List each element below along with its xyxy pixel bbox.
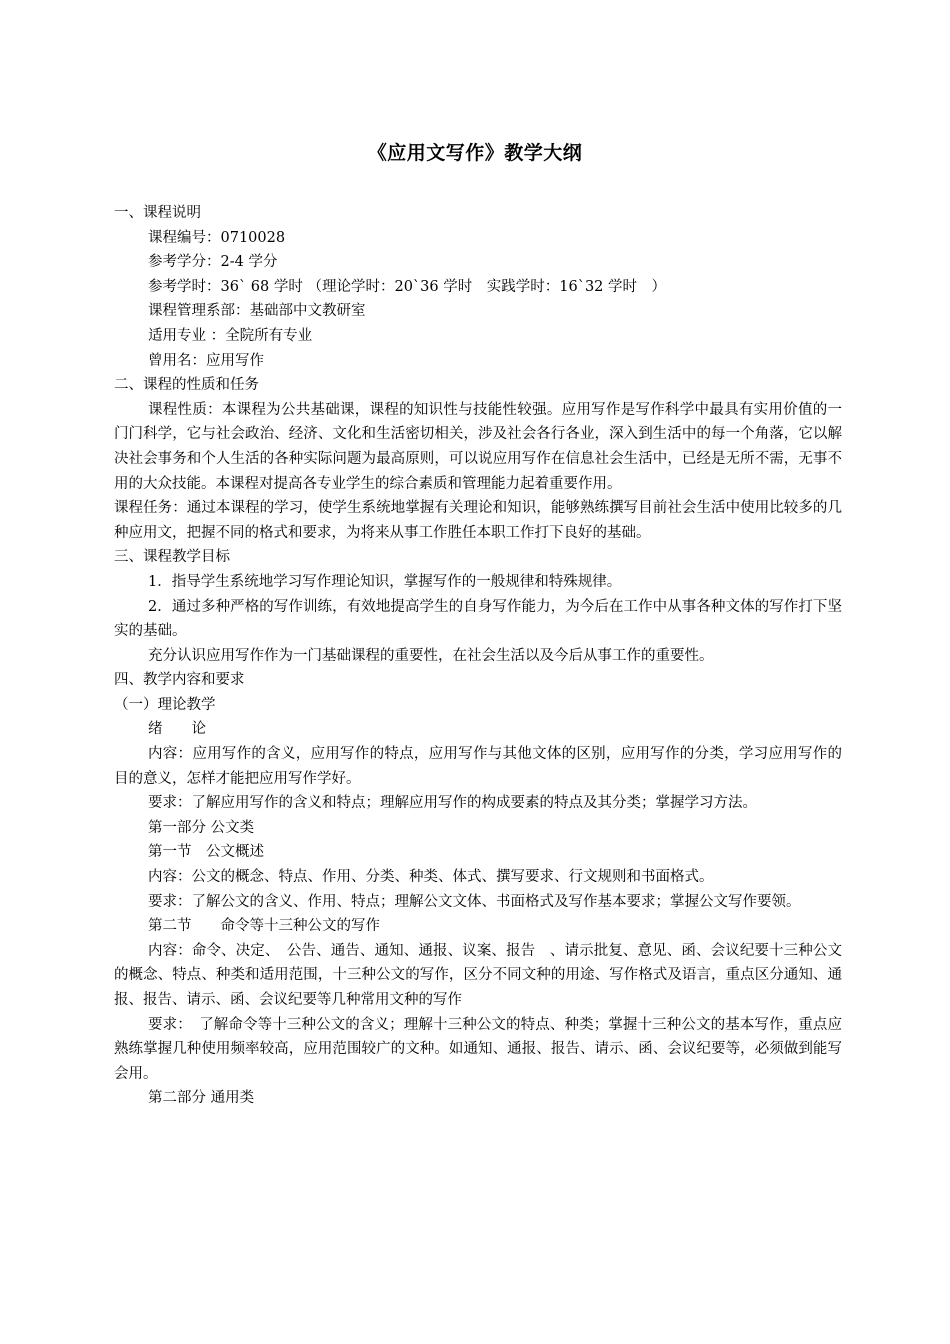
goal-3: 充分认识应用写作作为一门基础课程的重要性，在社会生活以及今后从事工作的重要性。 [148,647,714,664]
part1-title: 第一部分 公文类 [148,819,255,836]
part1-sec2-require: 要求： 了解命令等十三种公文的含义；理解十三种公文的特点、种类；掌握十三种公文的基本写作，重点应熟练掌握几种使用频率较高，应用范围较广的文种。如通知、通报、报告、请示、函、会议纪要等，必须做到能写会用。 [114,1016,842,1082]
intro-content: 内容：应用写作的含义，应用写作的特点，应用写作与其他文体的区别，应用写作的分类，学习应用写作的目的意义，怎样才能把应用写作学好。 [114,746,842,787]
part1-sec2-title: 第二节 命令等十三种公文的写作 [148,918,380,935]
part1-sec2-content: 内容：命令、决定、 公告、通告、通知、通报、议案、报告 、请示批复、意见、函、会议纪要十三种公文的概念、特点、种类和适用范围，十三种公文的写作，区分不同文种的用途、写作格式及语言，重点区分通知、通报、报告、请示、函、会议纪要等几种常用文种的写作 [114,942,842,1008]
part1-sec1-require: 要求：了解公文的含义、作用、特点；理解公文文体、书面格式及写作基本要求；掌握公文写作要领。 [148,893,801,910]
part2-title: 第二部分 通用类 [148,1090,255,1107]
document-body [114,201,842,1111]
section-heading-content: 四、教学内容和要求 [114,672,245,689]
course-task-paragraph: 课程任务：通过本课程的学习，使学生系统地掌握有关理论和知识，能够熟练撰写目前社会生活中使用比较多的几种应用文，把握不同的格式和要求，为将来从事工作胜任本职工作打下良好的基础。 [114,500,842,541]
page-title: 《应用文写作》教学大纲 [367,142,583,164]
section-heading-course-description: 一、课程说明 [114,205,201,221]
intro-require: 要求：了解应用写作的含义和特点；理解应用写作的构成要素的特点及其分类；掌握学习方法。 [148,795,757,812]
course-hours: 参考学时：36` 68 学时 （理论学时：20`36 学时 实践学时：16`32 学时 ） [148,278,666,295]
section-heading-goals: 三、课程教学目标 [114,549,230,566]
part1-sec1-title: 第一节 公文概述 [148,844,264,861]
section-heading-nature-task: 二、课程的性质和任务 [114,377,259,394]
course-department: 课程管理系部：基础部中文教研室 [148,303,366,320]
course-credit: 参考学分：2-4 学分 [148,254,278,271]
intro-title: 绪 论 [148,721,206,738]
course-former-name: 曾用名：应用写作 [148,352,264,369]
goal-1: 1．指导学生系统地学习写作理论知识，掌握写作的一般规律和特殊规律。 [148,573,622,590]
goal-2: 2．通过多种严格的写作训练，有效地提高学生的自身写作能力，为今后在工作中从事各种文体的写作打下坚实的基础。 [114,598,842,640]
course-major: 适用专业 ：全院所有专业 [148,327,313,344]
part1-sec1-content: 内容：公文的概念、特点、作用、分类、种类、体式、撰写要求、行文规则和书面格式。 [148,869,714,886]
course-code: 课程编号：0710028 [148,229,286,246]
subsection-theory: （一）理论教学 [114,696,216,713]
course-nature-paragraph: 课程性质：本课程为公共基础课，课程的知识性与技能性较强。应用写作是写作科学中最具有实用价值的一门门科学，它与社会政治、经济、文化和生活密切相关，涉及社会各行各业，深入到生活中的每一个角落，它以解决社会事务和个人生活的各种实际问题为最高原则，可以说应用写作在信息社会生活中，已经是无所不需，无事不用的大众技能。本课程对提高各专业学生的综合素质和管理能力起着重要作用。 [114,401,842,492]
